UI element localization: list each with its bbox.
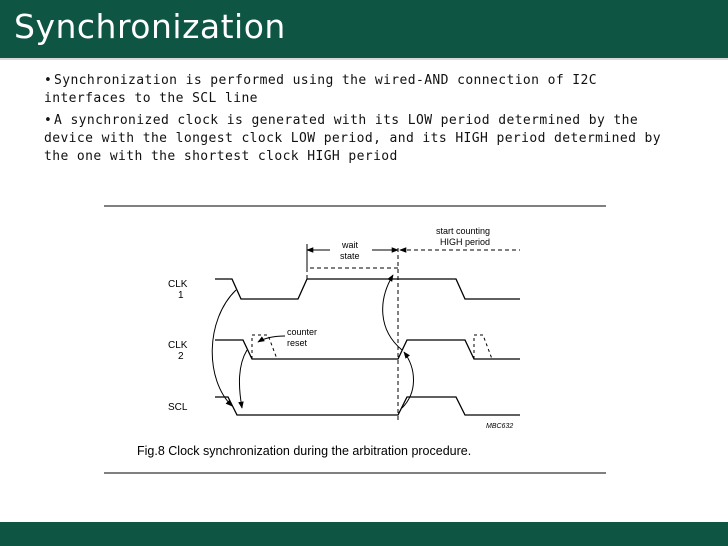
slide-title: Synchronization <box>14 7 286 46</box>
clk1-label: 1 <box>178 290 184 301</box>
wait-state-label: wait <box>342 240 359 250</box>
counter-reset-label: reset <box>287 338 308 348</box>
figure-caption: Fig.8 Clock synchronization during the arbitration procedure. <box>137 444 472 458</box>
start-counting-label: HIGH period <box>440 237 491 247</box>
clk1-label: CLK <box>168 279 188 290</box>
start-counting-label: start counting <box>436 226 491 236</box>
bullet-text: A synchronized clock is generated with its LOW period determined by the device with the longest clock LOW period, and its HIGH period determined by the one with the shortest clock HIGH period <box>44 113 661 164</box>
scl-label: SCL <box>168 402 188 413</box>
clk2-label: 2 <box>178 351 184 362</box>
clk1-waveform <box>215 279 520 299</box>
counter-reset-label: counter <box>287 327 318 337</box>
scl-waveform <box>215 397 520 415</box>
bullet-text: Synchronization is performed using the wired-AND connection of I2C interfaces to the SCL line <box>44 73 597 106</box>
causal-arrow <box>239 350 247 408</box>
footer-bar <box>0 522 728 546</box>
bullet-marker: • <box>44 73 53 88</box>
wait-state-label: state <box>340 251 360 261</box>
clk2-label: CLK <box>168 340 188 351</box>
counter-reset-arrow <box>258 336 285 342</box>
causal-arrow <box>212 290 236 406</box>
clk1-dashed-high <box>307 268 398 279</box>
clk2-dashed-late <box>474 335 492 359</box>
causal-arrow <box>402 352 414 408</box>
figure-code: MBC632 <box>486 423 514 430</box>
bullet-marker: • <box>44 113 53 128</box>
causal-arrow <box>383 275 402 350</box>
